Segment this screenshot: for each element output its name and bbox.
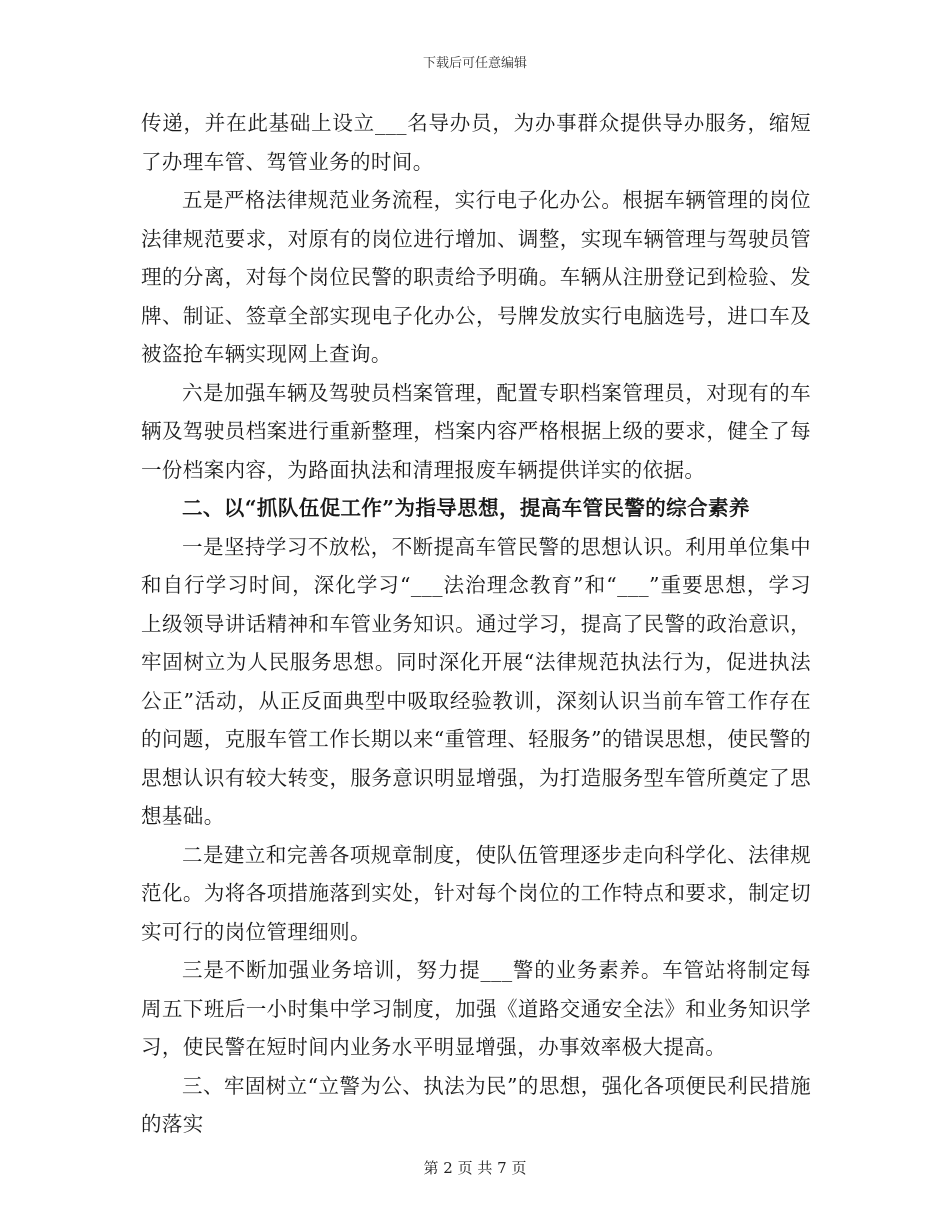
document-body <box>141 104 811 1144</box>
paragraph-point-one: 一是坚持学习不放松，不断提高车管民警的思想认识。利用单位集中和自行学习时间，深化学习“___法治理念教育”和“___”重要思想，学习上级领导讲话精神和车管业务知识。通过学习，提高了民警的政治意识，牢固树立为人民服务思想。同时深化开展“法律规范执法行为，促进执法公正”活动，从正反面典型中吸取经验教训，深刻认识当前车管工作存在的问题，克服车管工作长期以来“重管理、轻服务”的错误思想，使民警的思想认识有较大转变，服务意识明显增强，为打造服务型车管所奠定了思想基础。 <box>141 534 811 828</box>
paragraph-item-five: 五是严格法律规范业务流程，实行电子化办公。根据车辆管理的岗位法律规范要求，对原有的岗位进行增加、调整，实现车辆管理与驾驶员管理的分离，对每个岗位民警的职责给予明确。车辆从注册登记到检验、发牌、制证、签章全部实现电子化办公，号牌发放实行电脑选号，进口车及被盗抢车辆实现网上查询。 <box>141 188 811 366</box>
paragraph-continuation: 传递，并在此基础上设立___名导办员，为办事群众提供导办服务，缩短了办理车管、驾管业务的时间。 <box>141 111 811 174</box>
section-heading-two: 二、以“抓队伍促工作”为指导思想，提高车管民警的综合素养 <box>182 496 750 520</box>
section-heading-three: 三、牢固树立“立警为公、执法为民”的思想，强化各项便民利民措施的落实 <box>141 1073 811 1136</box>
paragraph-point-two: 二是建立和完善各项规章制度，使队伍管理逐步走向科学化、法律规范化。为将各项措施落到实处，针对每个岗位的工作特点和要求，制定切实可行的岗位管理细则。 <box>141 842 811 944</box>
paragraph-point-three: 三是不断加强业务培训，努力提___警的业务素养。车管站将制定每周五下班后一小时集中学习制度，加强《道路交通安全法》和业务知识学习，使民警在短时间内业务水平明显增强，办事效率极大提高。 <box>141 958 811 1059</box>
page-footer: 第 2 页 共 7 页 <box>423 1159 527 1177</box>
page-header: 下载后可任意编辑 <box>422 56 527 71</box>
paragraph-item-six: 六是加强车辆及驾驶员档案管理，配置专职档案管理员，对现有的车辆及驾驶员档案进行重新整理，档案内容严格根据上级的要求，健全了每一份档案内容，为路面执法和清理报废车辆提供详实的依据。 <box>141 380 811 482</box>
